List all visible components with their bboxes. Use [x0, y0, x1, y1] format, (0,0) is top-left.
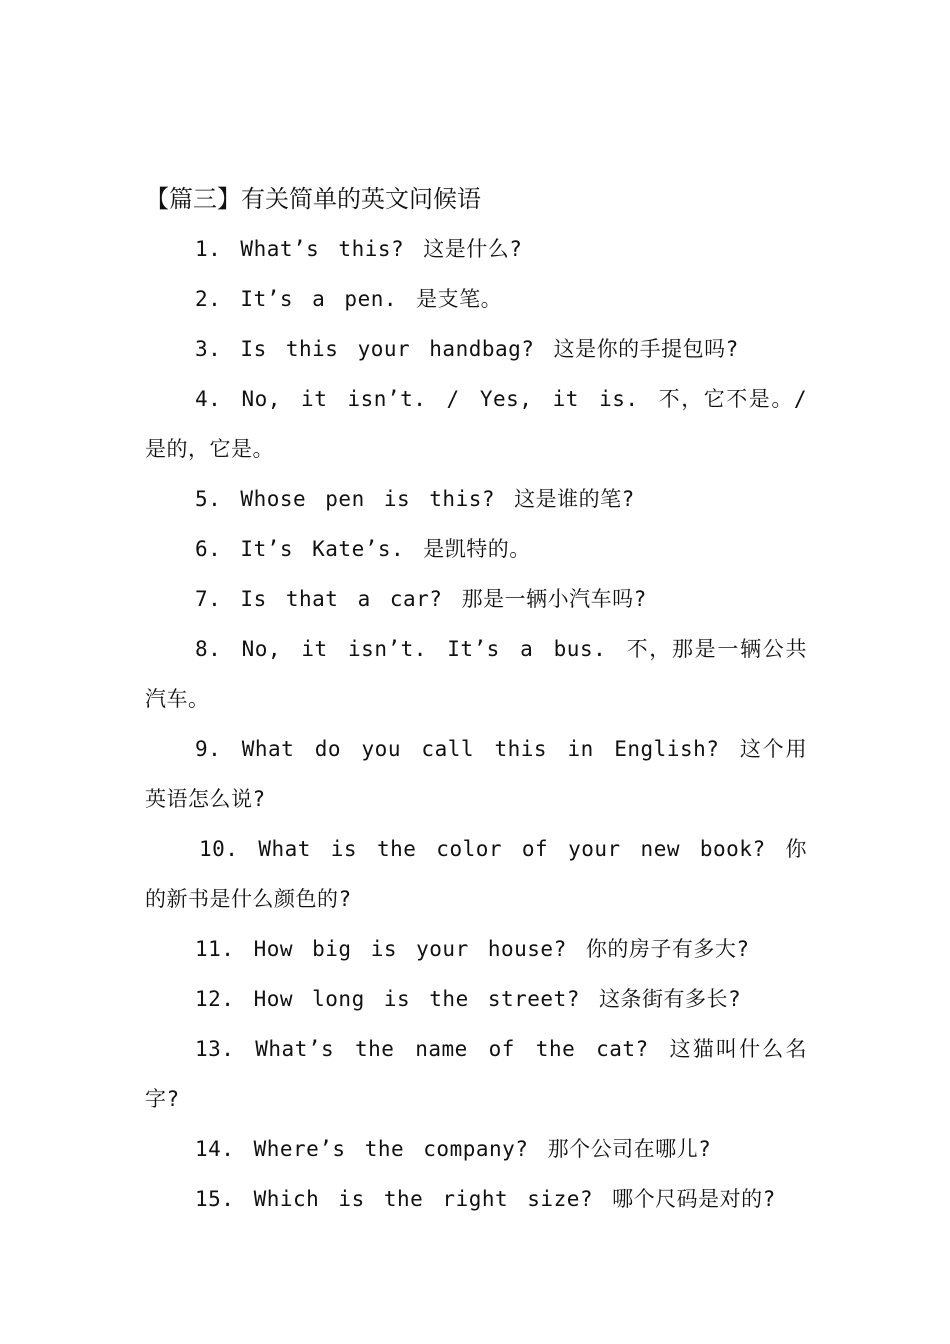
list-item-4: 4. No, it isn’t. / Yes, it is. 不，它不是。/是的，它是。 — [145, 387, 807, 461]
list-item-8: 8. No, it isn’t. It’s a bus. 不，那是一辆公共汽车。 — [145, 637, 807, 711]
list-item-7: 7. Is that a car? 那是一辆小汽车吗? — [195, 587, 647, 611]
list-item-6: 6. It’s Kate’s. 是凯特的。 — [195, 537, 531, 561]
section-heading: 【篇三】有关简单的英文问候语 — [145, 185, 481, 213]
list-item-12: 12. How long is the street? 这条街有多长? — [195, 987, 742, 1011]
list-item-14: 14. Where’s the company? 那个公司在哪儿? — [195, 1137, 712, 1161]
list-item-13: 13. What’s the name of the cat? 这猫叫什么名字? — [145, 1037, 807, 1111]
list-item-5: 5. Whose pen is this? 这是谁的笔? — [195, 487, 635, 511]
document-page — [145, 174, 807, 1224]
list-item-11: 11. How big is your house? 你的房子有多大? — [195, 937, 750, 961]
list-item-3: 3. Is this your handbag? 这是你的手提包吗? — [195, 337, 739, 361]
list-item-9: 9. What do you call this in English? 这个用英语怎么说? — [145, 737, 807, 811]
list-item-10: 10. What is the color of your new book? 你的新书是什么颜色的? — [145, 837, 807, 911]
list-item-15: 15. Which is the right size? 哪个尺码是对的? — [195, 1187, 776, 1211]
list-item-1: 1. What’s this? 这是什么? — [195, 237, 523, 261]
list-item-2: 2. It’s a pen. 是支笔。 — [195, 287, 503, 311]
